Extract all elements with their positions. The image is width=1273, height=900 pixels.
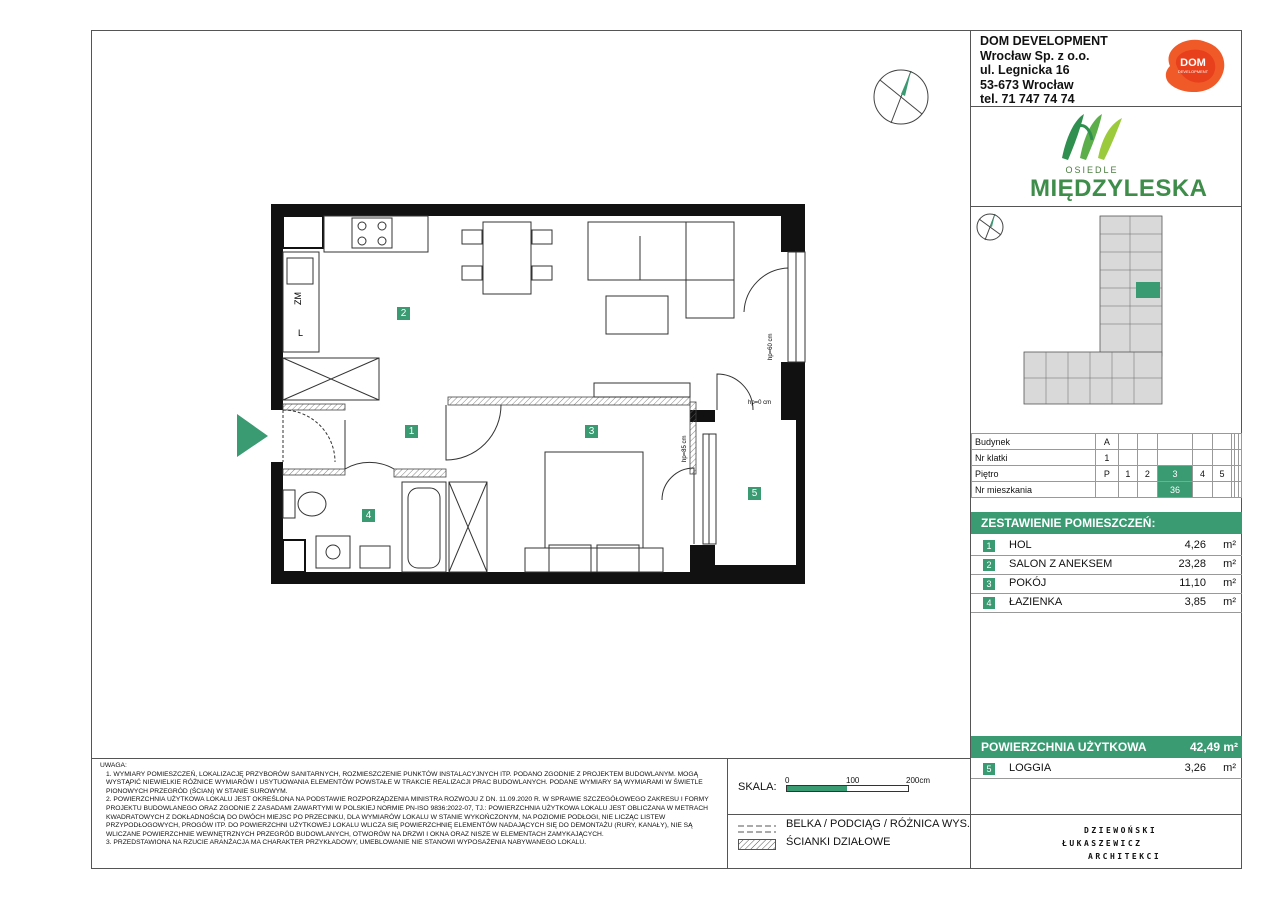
info-cell: [1096, 482, 1119, 498]
info-cell: 1: [1096, 450, 1119, 466]
key-plan-highlight: [1136, 282, 1160, 298]
plan-room-3: 3: [585, 425, 598, 438]
mini-compass-icon: [975, 212, 1005, 247]
plan-room-2: 2: [397, 307, 410, 320]
note-3: 3. PRZEDSTAWIONA NA RZUCIE ARANŻACJA MA CHARAKTER PRZYKŁADOWY, UMEBLOWANIE NIE STANOWI WYPOSAŻENIA NABYWANEGO LOKALU.: [106, 839, 587, 847]
loggia-name: LOGGIA: [1009, 762, 1052, 774]
info-cell: [1118, 482, 1137, 498]
footer-divider: [91, 758, 971, 759]
room-num: 3: [983, 578, 995, 590]
legend-partition-icon: [738, 837, 776, 855]
scale-label: SKALA:: [738, 781, 777, 793]
dim-hp60: hp=60 cm: [768, 333, 774, 360]
room-row: [971, 537, 1242, 556]
room-unit: m²: [1223, 539, 1236, 551]
dom-development-logo: [1160, 36, 1228, 92]
info-cell: 4: [1193, 466, 1212, 482]
notes-title: UWAGA:: [100, 762, 127, 769]
info-row: [972, 466, 1242, 482]
compass-icon: [872, 68, 930, 131]
info-cell: [1157, 434, 1193, 450]
rooms-header: [971, 512, 1242, 534]
loggia-area: 3,26: [1184, 762, 1206, 774]
info-row-label: Nr klatki: [972, 450, 1096, 466]
info-cell: [1193, 434, 1212, 450]
legend-beam-label: BELKA / PODCIĄG / RÓŻNICA WYS.: [786, 818, 970, 830]
plan-room-5: 5: [748, 487, 761, 500]
floor-plan: [230, 195, 820, 600]
room-area: 3,85: [1184, 596, 1206, 608]
scale-bar-fill: [787, 786, 847, 791]
architect-line3: ARCHITEKCI: [1088, 852, 1162, 861]
info-cell: 1: [1118, 466, 1137, 482]
room-num: 1: [983, 540, 995, 552]
info-cell: [1118, 434, 1137, 450]
scale-tick-0: 0: [785, 776, 790, 785]
info-cell: [1138, 434, 1157, 450]
info-row-label: Budynek: [972, 434, 1096, 450]
plan-room-1: 1: [405, 425, 418, 438]
info-cell: [1138, 450, 1157, 466]
info-row-label: Nr mieszkania: [972, 482, 1096, 498]
info-cell: [1238, 466, 1241, 482]
info-cell: 2: [1138, 466, 1157, 482]
room-unit: m²: [1223, 577, 1236, 589]
scale-tick-100: 100: [846, 776, 860, 785]
brand-subtitle: OSIEDLE: [1065, 165, 1119, 175]
room-area: 11,10: [1179, 577, 1206, 589]
company-info: [980, 34, 1108, 107]
room-unit: m²: [1223, 596, 1236, 608]
room-name: POKÓJ: [1009, 577, 1047, 589]
room-area: 23,28: [1178, 558, 1206, 570]
company-street: ul. Legnicka 16: [980, 63, 1070, 77]
entrance-arrow: [237, 414, 268, 457]
loggia-unit: m²: [1223, 762, 1236, 774]
note-1: 1. WYMIARY POMIESZCZEŃ, LOKALIZACJĘ PRZYBORÓW SANITARNYCH, ROZMIESZCZENIE PUNKTÓW INSTALACYJNYCH ITP. PODANO ZGODNIE Z PROJEKTEM BUDOWLANYM. MOGĄ WYSTĄPIĆ NIEWIELKIE RÓŻNICE WYMIARÓW I USYTUOWANIA ELEMENTÓW POWSTAŁE W TRAKCIE REALIZACJI PRAC BUDOWLANYCH. PODANE WYMIARY SĄ WYMIARAMI W ŚWIETLE PIONOWYCH PRZEGRÓD (ŚCIAN) W STANIE SUROWYM.: [106, 770, 703, 795]
info-cell: [1212, 450, 1231, 466]
logo-text-dom: DOM: [1180, 57, 1206, 69]
architect-line1: DZIEWOŃSKI: [1084, 826, 1158, 835]
room-row: [971, 594, 1242, 613]
notes-block: [100, 762, 722, 848]
info-row-label: Piętro: [972, 466, 1096, 482]
architect-divider: [970, 814, 1242, 815]
info-cell: P: [1096, 466, 1119, 482]
total-area-value: 42,49 m²: [1189, 740, 1238, 754]
info-cell: 36: [1157, 482, 1193, 498]
room-num: 2: [983, 559, 995, 571]
total-area-label: POWIERZCHNIA UŻYTKOWA: [981, 740, 1147, 754]
company-line2: Wrocław Sp. z o.o.: [980, 48, 1090, 63]
architect-line2: ŁUKASZEWICZ: [1062, 839, 1143, 848]
room-area: 4,26: [1184, 539, 1206, 551]
plan-room-4: 4: [362, 509, 375, 522]
brand-divider: [970, 206, 1242, 207]
legend-divider: [727, 814, 970, 815]
legend-partition-label: ŚCIANKI DZIAŁOWE: [786, 836, 891, 848]
info-row: [972, 434, 1242, 450]
info-cell: [1138, 482, 1157, 498]
total-area-bar: [971, 736, 1242, 758]
kitchen-zm-label: ZM: [293, 292, 303, 305]
room-name: ŁAZIENKA: [1009, 596, 1063, 608]
company-phone: tel. 71 747 74 74: [980, 92, 1075, 106]
info-cell: 5: [1212, 466, 1231, 482]
room-row: [971, 575, 1242, 594]
loggia-num: 5: [983, 763, 995, 775]
brand-title: MIĘDZYLESKA: [1030, 175, 1208, 202]
kitchen-l-label: L: [298, 328, 304, 338]
note-2: 2. POWIERZCHNIA UŻYTKOWA LOKALU JEST OKREŚLONA NA PODSTAWIE ROZPORZĄDZENIA MINISTRA ROZWOJU Z DN. 11.09.2020 R. W SPRAWIE SZCZEGÓŁOWEGO ZAKRESU I FORMY PROJEKTU BUDOWLANEGO ORAZ ZGODNIE Z ZASADAMI ZAWARTYMI W POLSKIEJ NORMIE PN-ISO 9836:2022-07, TJ.: POWIERZCHNIA UŻYTKOWA LOKALU JEST OBLICZANA W METRACH KWADRATOWYCH Z DOKŁADNOŚCIĄ DO DWÓCH MIEJSC PO PRZECINKU, DLA WYMIARÓW LOKALU W STANIE WYKOŃCZONYM, NA POZIOMIE PODŁOGI, NIE LICZĄC LISTEW PRZYPODŁOGOWYCH, PROGÓW ITP. DO POWIERZCHNI UŻYTKOWEJ LOKALU WLICZA SIĘ POWIERZCHNIĘ ELEMENTÓW NADAJĄCYCH SIĘ DO DEMONTAŻU (RURY, KANAŁY), NIE SĄ WLICZANE POWIERZCHNIE WEWNĘTRZNYCH PRZEGRÓD BUDOWLANYCH, OTWORÓW NA DRZWI I OKNA ORAZ NISZE W ELEMENTACH ZAMYKAJĄCYCH.: [106, 796, 709, 838]
info-row: [972, 450, 1242, 466]
info-cell: [1193, 482, 1212, 498]
scale-bar: [786, 785, 909, 792]
company-name: DOM DEVELOPMENT: [980, 34, 1108, 48]
unit-info-table: [971, 433, 1242, 498]
info-cell: A: [1096, 434, 1119, 450]
info-cell: [1212, 482, 1231, 498]
architect-logo: [1062, 824, 1161, 863]
room-num: 4: [983, 597, 995, 609]
company-city: 53-673 Wrocław: [980, 77, 1074, 92]
scale-tick-200: 200cm: [906, 776, 931, 785]
info-row: [972, 482, 1242, 498]
osiedle-logo-icon: [1060, 110, 1126, 167]
info-cell: [1118, 450, 1137, 466]
info-cell: 3: [1157, 466, 1193, 482]
room-unit: m²: [1223, 558, 1236, 570]
info-cell: [1157, 450, 1193, 466]
logo-text-dev: DEVELOPMENT: [1177, 69, 1209, 74]
key-plan-building: [1020, 212, 1170, 417]
rooms-header-label: ZESTAWIENIE POMIESZCZEŃ:: [981, 516, 1156, 530]
info-cell: [1193, 450, 1212, 466]
room-name: SALON Z ANEKSEM: [1009, 558, 1113, 570]
room-name: HOL: [1009, 539, 1032, 551]
info-cell: [1238, 434, 1241, 450]
room-row: [971, 556, 1242, 575]
loggia-row: [971, 760, 1242, 779]
dim-hp0: hp=0 cm: [748, 400, 772, 406]
info-cell: [1238, 482, 1241, 498]
dim-hp85: hp=85 cm: [682, 435, 688, 462]
info-cell: [1212, 434, 1231, 450]
info-cell: [1238, 450, 1241, 466]
